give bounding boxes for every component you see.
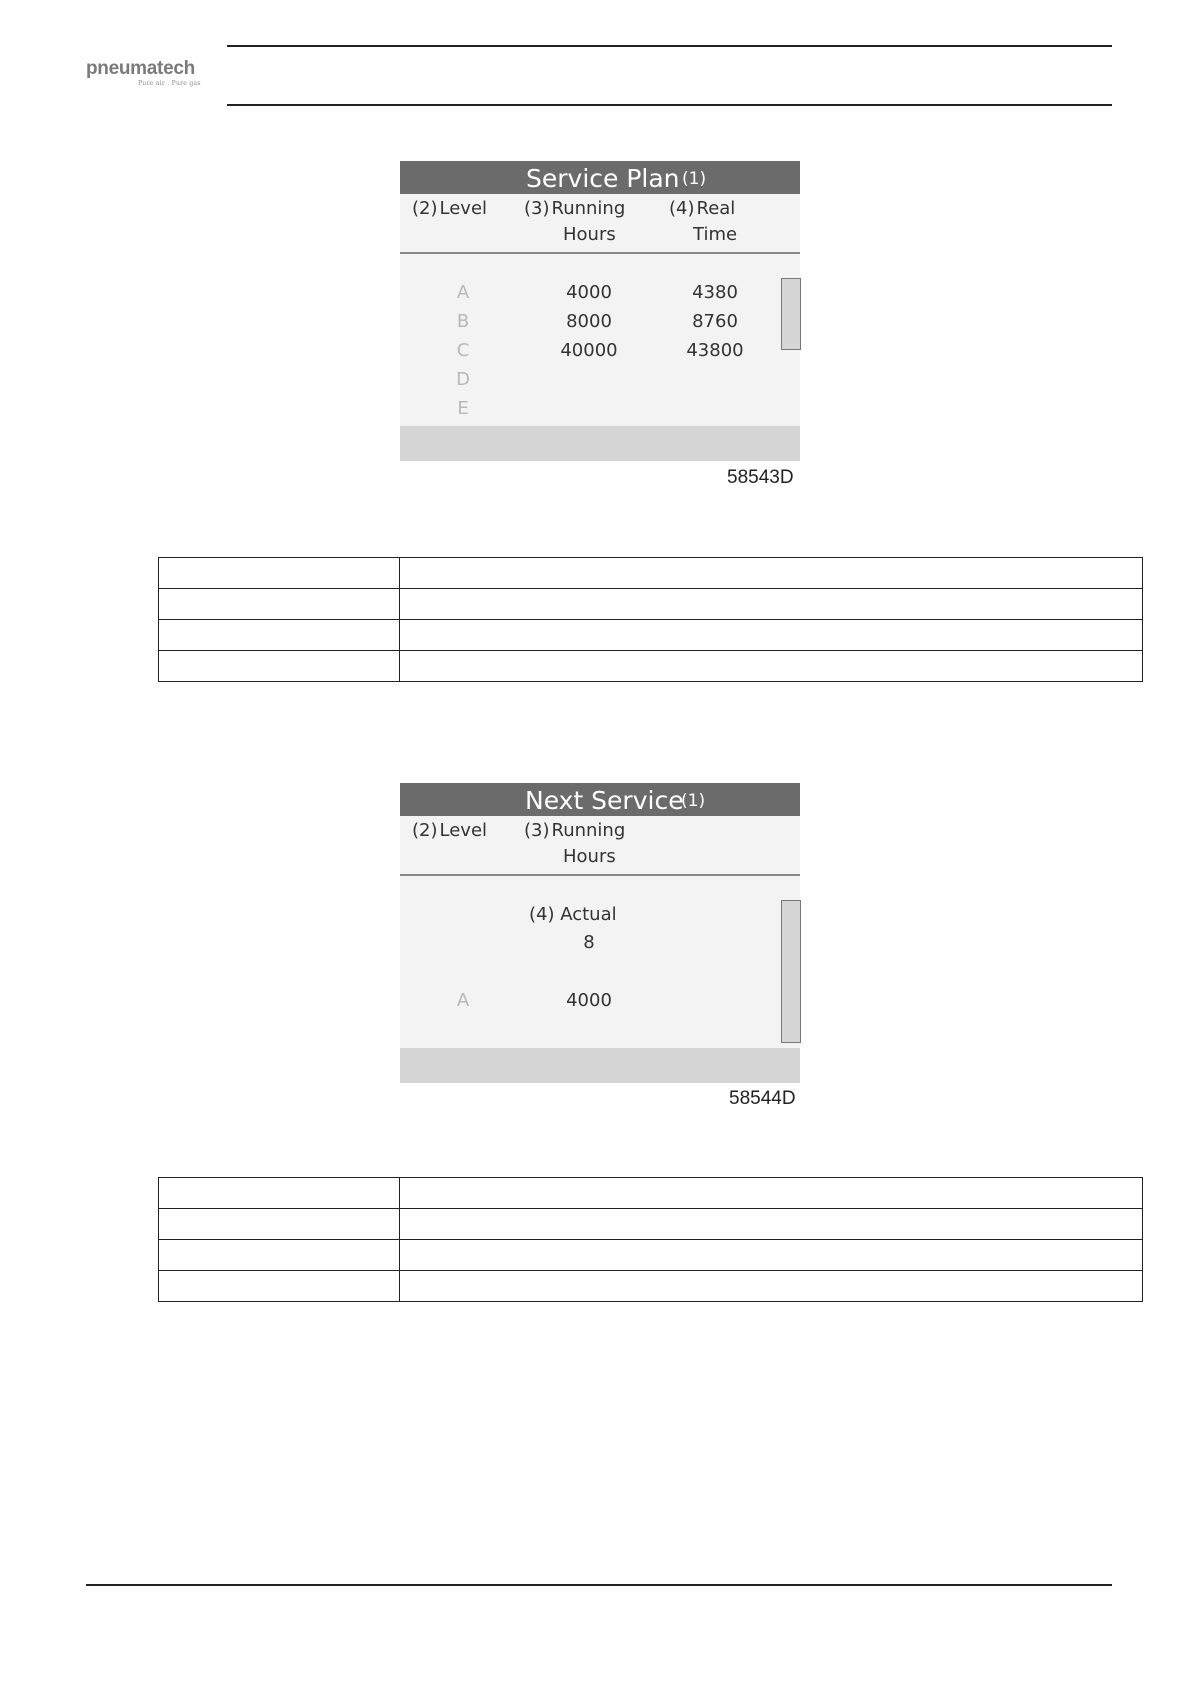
table-row — [159, 558, 1143, 589]
header-rule-bottom — [227, 104, 1112, 106]
actual-label: (4) Actual — [529, 904, 617, 925]
level-b: B — [456, 311, 470, 332]
col-level-header: (2) Level — [412, 198, 488, 219]
next-level: A — [456, 990, 470, 1011]
level-e: E — [457, 398, 469, 419]
table-cell — [159, 589, 400, 620]
table-cell — [400, 1178, 1143, 1209]
table-cell — [159, 620, 400, 651]
screen-title: Service Plan — [526, 164, 680, 193]
col-level-header: (2) Level — [412, 820, 488, 841]
level-c: C — [456, 340, 470, 361]
figure-reference: 58544D — [729, 1088, 796, 1109]
level-d: D — [456, 369, 470, 390]
header-rule-top — [227, 45, 1112, 47]
scrollbar-thumb[interactable] — [781, 900, 801, 1043]
service-plan-screen — [400, 161, 800, 461]
table-cell — [159, 558, 400, 589]
table-cell — [400, 1240, 1143, 1271]
running-a: 4000 — [566, 282, 612, 303]
table-cell — [400, 1209, 1143, 1240]
real-a: 4380 — [692, 282, 738, 303]
level-a: A — [456, 282, 470, 303]
table-cell — [400, 651, 1143, 682]
footer-rule — [86, 1584, 1112, 1586]
col-running-header: (3) Running — [524, 820, 626, 841]
col-running-header-line2: Hours — [563, 846, 616, 867]
screen-title-bar — [400, 161, 800, 194]
table-row — [159, 1271, 1143, 1302]
table-row — [159, 1240, 1143, 1271]
table-cell — [400, 620, 1143, 651]
table-cell — [400, 589, 1143, 620]
running-b: 8000 — [566, 311, 612, 332]
table-row — [159, 651, 1143, 682]
real-c: 43800 — [686, 340, 744, 361]
header-divider — [400, 874, 800, 876]
actual-value: 8 — [583, 932, 595, 953]
screen-footer-bar — [400, 1048, 800, 1083]
col-real-header: (4) Real — [669, 198, 736, 219]
table-cell — [159, 1240, 400, 1271]
table-cell — [159, 1209, 400, 1240]
table-cell — [159, 1178, 400, 1209]
title-callout: (1) — [681, 791, 706, 811]
table-cell — [159, 651, 400, 682]
table-cell — [400, 1271, 1143, 1302]
figure-reference: 58543D — [727, 467, 794, 488]
next-service-screen — [400, 783, 800, 1083]
table-row — [159, 1178, 1143, 1209]
running-c: 40000 — [560, 340, 618, 361]
screen-footer-bar — [400, 426, 800, 461]
scrollbar-thumb[interactable] — [781, 278, 801, 350]
col-running-header-line2: Hours — [563, 224, 616, 245]
logo-tagline: Pure air . Pure gas — [138, 80, 201, 87]
header-divider — [400, 252, 800, 254]
table-cell — [400, 558, 1143, 589]
table-row — [159, 1209, 1143, 1240]
title-callout: (1) — [682, 169, 707, 189]
next-running-value: 4000 — [566, 990, 612, 1011]
real-b: 8760 — [692, 311, 738, 332]
table-cell — [159, 1271, 400, 1302]
col-real-header-line2: Time — [693, 224, 738, 245]
brand-logo — [86, 58, 216, 98]
logo-text: pneumatech — [86, 58, 195, 79]
screen-title-bar — [400, 783, 800, 816]
table-row — [159, 620, 1143, 651]
screen-title: Next Service — [525, 786, 684, 815]
callout-table-2 — [158, 1177, 1143, 1302]
col-running-header: (3) Running — [524, 198, 626, 219]
callout-table-1 — [158, 557, 1143, 682]
table-row — [159, 589, 1143, 620]
